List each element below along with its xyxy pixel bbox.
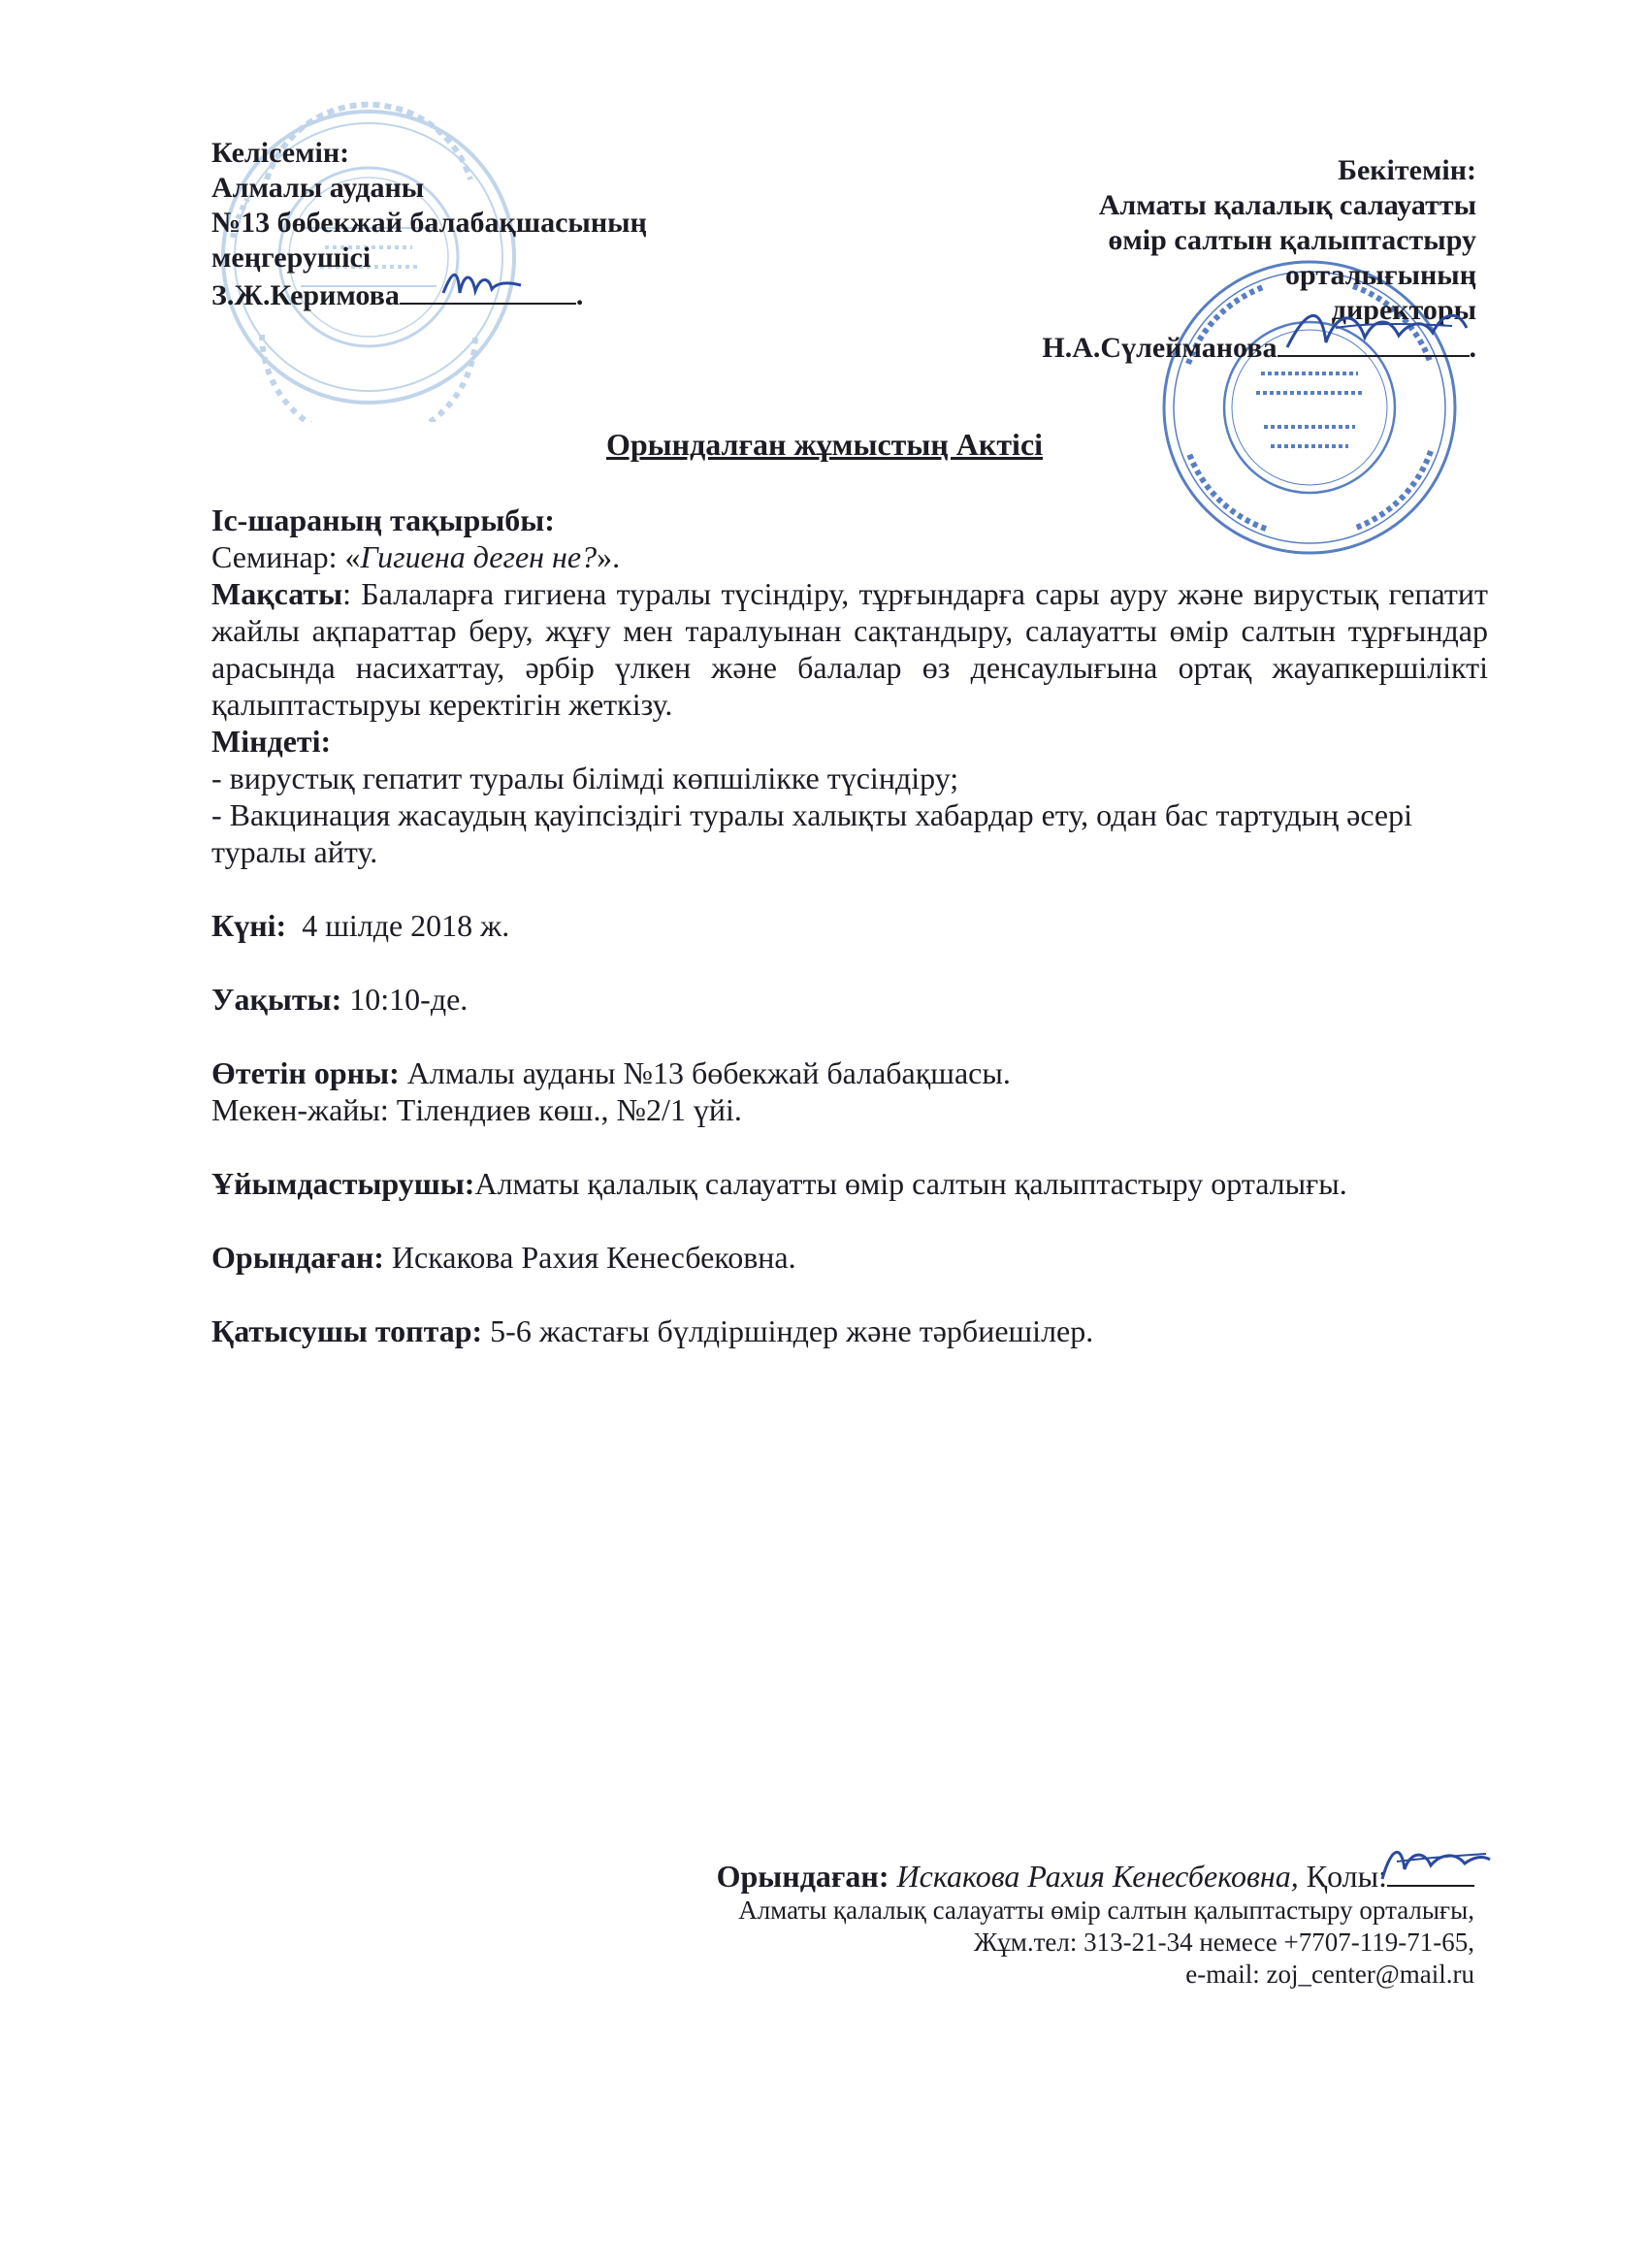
footer-sign-label: Қолы: xyxy=(1298,1859,1387,1894)
place-label: Өтетін орны: xyxy=(211,1055,400,1090)
signatory-name-right: Н.А.Сүлейманова xyxy=(1042,332,1277,364)
footer-signature-line xyxy=(1387,1858,1474,1887)
signature-line-left xyxy=(400,275,576,305)
place-row xyxy=(211,1054,1488,1091)
approval-block-left xyxy=(211,136,647,313)
task-label: Міндеті: xyxy=(211,724,332,759)
footer-performer-name: Искакова Рахия Кенесбековна, xyxy=(889,1859,1299,1894)
signature-line-right xyxy=(1277,328,1470,357)
date-label: Күні: xyxy=(211,908,287,943)
approval-label-right: Бекітемін: xyxy=(1338,154,1476,186)
topic-prefix: Семинар: « xyxy=(211,539,361,574)
task-item: - Вакцинация жасаудың қауіпсіздігі туралы халықты хабардар ету, одан бас тартудың әсері туралы айту. xyxy=(211,797,1412,869)
goal-label: Мақсаты xyxy=(211,576,343,611)
time-value: 10:10-де. xyxy=(341,982,469,1017)
groups-label: Қатысушы топтар: xyxy=(211,1313,483,1348)
footer-performer-line xyxy=(717,1858,1474,1895)
date-row xyxy=(211,907,1488,944)
approval-label-left: Келісемін: xyxy=(211,137,350,169)
groups-row xyxy=(211,1312,1488,1349)
organizer-label: Ұйымдастырушы: xyxy=(211,1166,475,1201)
document-title: Орындалған жұмыстың Актісі xyxy=(605,427,1044,462)
approval-block-right xyxy=(1042,153,1476,366)
signatory-name-left: З.Ж.Керимова xyxy=(211,279,400,311)
performer-value: Искакова Рахия Кенесбековна. xyxy=(383,1240,796,1275)
groups-value: 5-6 жастағы бүлдіршіндер және тәрбиешілер. xyxy=(482,1313,1094,1348)
performer-row xyxy=(211,1239,1488,1276)
signatory-right xyxy=(1042,328,1476,366)
footer-block xyxy=(717,1858,1474,1991)
kindergarten-name: №13 бөбекжай балабақшасының xyxy=(211,207,647,239)
topic-name: Гигиена деген не? xyxy=(360,539,598,574)
signature-right-icon xyxy=(1277,299,1471,357)
organization-line-1: Алматы қалалық салауатты xyxy=(1098,189,1476,221)
signature-footer-icon xyxy=(1377,1840,1494,1887)
organization-line-2: өмір салтын қалыптастыру xyxy=(1108,224,1476,256)
end-mark-left: . xyxy=(575,279,584,311)
organizer-value: Алматы қалалық салауатты өмір салтын қалыптастыру орталығы. xyxy=(474,1166,1347,1201)
position-title-right: директоры xyxy=(1331,294,1476,326)
goal-text: : Балаларға гигиена туралы түсіндіру, тұрғындарға сары ауру және вирустық гепатит жайлы ақпараттар беру, жұғу мен таралуынан сақтандыру, салауатты өмір салтын тұрғындар арасында насихаттау, әрбір үлкен және балалар өз денсаулығына ортақ жауапкершілікті қалыптастыруы керектігін жеткізу. xyxy=(211,576,1488,722)
end-mark-right: . xyxy=(1469,332,1476,364)
district-name: Алмалы ауданы xyxy=(211,172,425,204)
topic-suffix: ». xyxy=(597,539,621,574)
task-item: - вирустық гепатит туралы білімді көпшілікке түсіндіру; xyxy=(211,761,959,795)
footer-email: e-mail: zoj_center@mail.ru xyxy=(1185,1960,1474,1989)
place-value: Алмалы ауданы №13 бөбекжай балабақшасы. xyxy=(399,1055,1011,1090)
time-label: Уақыты: xyxy=(211,982,342,1017)
footer-phone: Жұм.тел: 313-21-34 немесе +7707-119-71-65, xyxy=(974,1928,1474,1957)
date-value: 4 шілде 2018 ж. xyxy=(286,908,510,943)
organizer-row xyxy=(211,1165,1472,1202)
position-title-left: меңгерушісі xyxy=(211,242,372,274)
performer-label: Орындаған: xyxy=(211,1240,384,1275)
organization-line-3: орталығының xyxy=(1285,259,1476,291)
footer-performer-label: Орындаған: xyxy=(716,1859,889,1894)
goal-paragraph xyxy=(211,575,1488,723)
time-row xyxy=(211,981,1488,1018)
topic-label: Іс-шараның тақырыбы: xyxy=(211,502,555,537)
document-body xyxy=(211,502,1488,1349)
signature-left-icon xyxy=(438,264,526,303)
footer-organization: Алматы қалалық салауатты өмір салтын қалыптастыру орталығы, xyxy=(738,1895,1474,1925)
topic-line xyxy=(211,538,1488,575)
signatory-left xyxy=(211,275,647,313)
address-row: Мекен-жайы: Тілендиев көш., №2/1 үйі. xyxy=(211,1092,742,1127)
